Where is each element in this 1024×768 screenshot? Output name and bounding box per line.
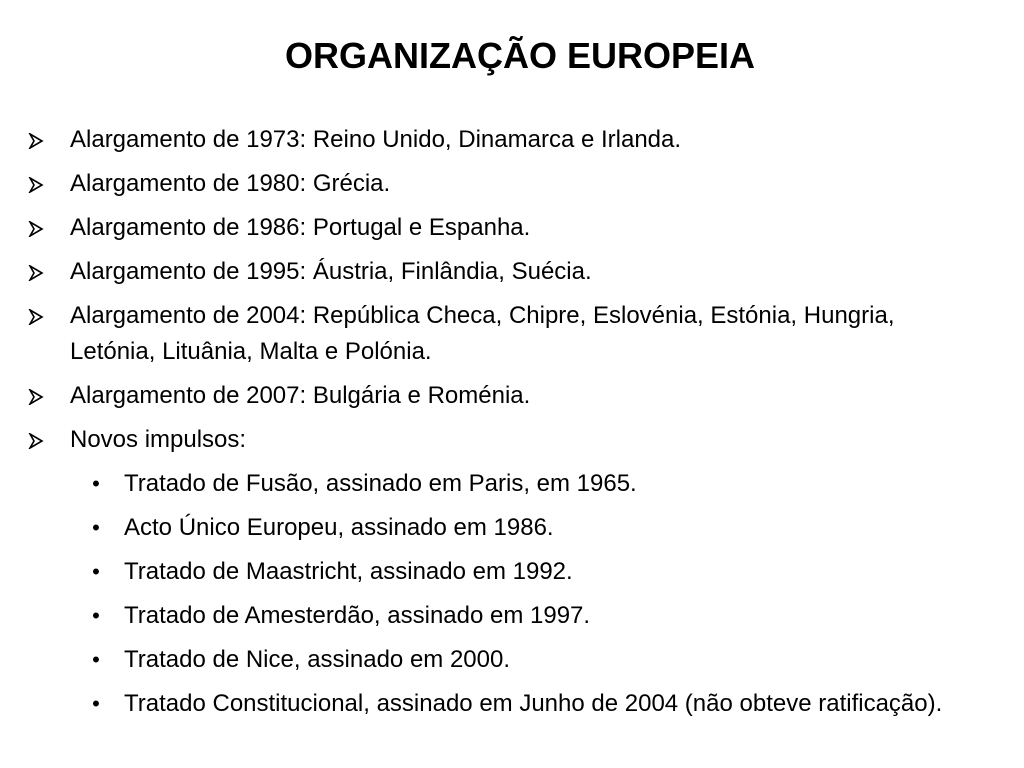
- list-item-enlargement-1986: [0, 210, 1024, 246]
- sub-item-text: Tratado de Nice, assinado em 2000.: [124, 646, 511, 673]
- sub-item-text: Acto Único Europeu, assinado em 1986.: [124, 514, 554, 541]
- sub-item-text: Tratado de Maastricht, assinado em 1992.: [124, 558, 573, 585]
- sub-item-treaty-nice: [0, 642, 1024, 678]
- list-item-text: Alargamento de 1973: Reino Unido, Dinamarca e Irlanda.: [70, 126, 682, 153]
- list-item-enlargement-1973: [0, 122, 1024, 158]
- sub-item-text: Tratado de Fusão, assinado em Paris, em 1965.: [124, 470, 637, 497]
- list-item-text: Alargamento de 1995: Áustria, Finlândia, Suécia.: [70, 258, 592, 285]
- list-item-new-impulses: [0, 422, 1024, 458]
- sub-item-constitutional-treaty: [0, 686, 1024, 722]
- list-item-enlargement-1980: [0, 166, 1024, 202]
- arrowhead-bullet-icon: [28, 378, 52, 414]
- list-item-enlargement-1995: [0, 254, 1024, 290]
- list-item-text: Alargamento de 2007: Bulgária e Roménia.: [70, 382, 531, 409]
- dot-bullet-icon: •: [92, 691, 100, 716]
- arrowhead-bullet-icon: [28, 254, 52, 290]
- dot-bullet-icon: •: [92, 647, 100, 672]
- arrowhead-bullet-icon: [28, 122, 52, 158]
- sub-item-text: Tratado Constitucional, assinado em Junho de 2004 (não obteve ratificação).: [124, 690, 943, 717]
- list-item-text: Novos impulsos:: [70, 426, 247, 453]
- dot-bullet-icon: •: [92, 603, 100, 628]
- sub-item-treaty-maastricht: [0, 554, 1024, 590]
- list-item-text: Alargamento de 1980: Grécia.: [70, 170, 391, 197]
- bullet-list: [0, 122, 1024, 730]
- sub-item-treaty-amsterdam: [0, 598, 1024, 634]
- sub-item-treaty-fusion: [0, 466, 1024, 502]
- arrowhead-bullet-icon: [28, 210, 52, 246]
- list-item-enlargement-2004: [0, 298, 1024, 370]
- arrowhead-bullet-icon: [28, 422, 52, 458]
- arrowhead-bullet-icon: [28, 298, 52, 334]
- slide-title: ORGANIZAÇÃO EUROPEIA: [284, 35, 756, 76]
- sub-item-single-european-act: [0, 510, 1024, 546]
- dot-bullet-icon: •: [92, 471, 100, 496]
- dot-bullet-icon: •: [92, 559, 100, 584]
- arrowhead-bullet-icon: [28, 166, 52, 202]
- dot-bullet-icon: •: [92, 515, 100, 540]
- list-item-text: Alargamento de 2004: República Checa, Chipre, Eslovénia, Estónia, Hungria, Letónia, Lituânia, Malta e Polónia.: [70, 302, 895, 365]
- sub-item-text: Tratado de Amesterdão, assinado em 1997.: [124, 602, 591, 629]
- list-item-text: Alargamento de 1986: Portugal e Espanha.: [70, 214, 531, 241]
- list-item-enlargement-2007: [0, 378, 1024, 414]
